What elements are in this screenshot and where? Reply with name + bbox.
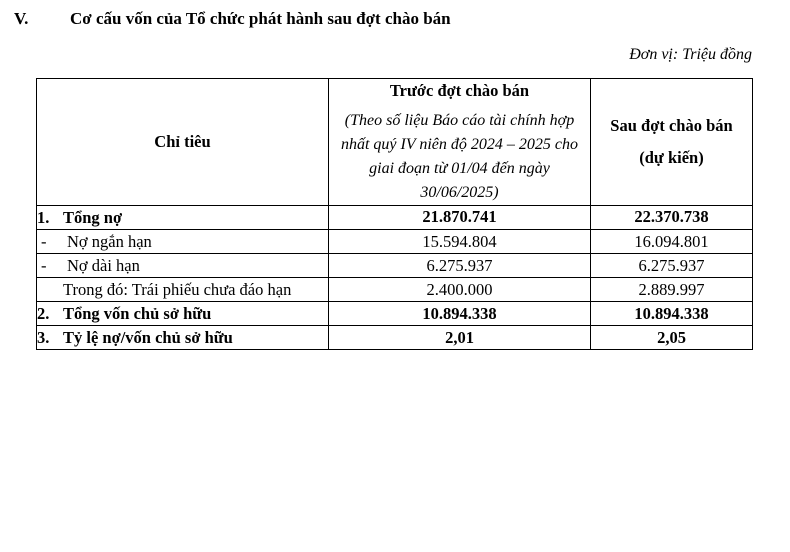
row-label-cell [37,205,329,229]
section-heading [14,8,770,29]
header-after-main: Sau đợt chào bán [610,116,733,136]
unit-note [629,46,752,64]
row-value-after: 2.889.997 [591,278,753,302]
row-label-cell [37,278,329,302]
row-value-before: 21.870.741 [329,205,591,229]
row-value-before: 10.894.338 [329,302,591,326]
row-label-text: Nợ ngắn hạn [67,232,152,252]
row-marker: - [41,232,47,252]
header-before-main: Trước đợt chào bán [389,81,530,100]
table-row [37,254,753,278]
row-label-text: Nợ dài hạn [67,256,140,276]
header-cell-indicator: Chỉ tiêu [37,79,329,206]
row-label-cell [37,254,329,278]
row-value-before: 6.275.937 [329,254,591,278]
header-before-sub: (Theo số liệu Báo cáo tài chính hợp nhất quý IV niên độ 2024 – 2025 cho giai đoạn từ 01/04 đến ngày 30/06/2025) [340,111,578,201]
table-row [37,302,753,326]
section-number: V. [14,9,29,28]
row-value-before: 15.594.804 [329,230,591,254]
row-value-after: 10.894.338 [591,302,753,326]
header-cell-after-offering [591,79,753,206]
row-label-text: Tỷ lệ nợ/vốn chủ sở hữu [63,328,233,348]
unit-note-text: Đơn vị: Triệu đồng [629,46,752,63]
table-row [37,205,753,229]
row-value-after: 2,05 [591,326,753,350]
table-row [37,278,753,302]
section-title: Cơ cấu vốn của Tổ chức phát hành sau đợt chào bán [70,9,451,28]
row-label-cell [37,302,329,326]
capital-structure-table [36,78,753,350]
row-marker: 1. [37,207,50,227]
header-after-sub: (dự kiến) [639,147,704,167]
table-header-row [37,79,753,206]
row-label-text: Tổng nợ [63,207,123,227]
row-label-text: Tổng vốn chủ sở hữu [63,304,212,324]
row-label-cell [37,230,329,254]
row-value-before: 2,01 [329,326,591,350]
row-value-after: 16.094.801 [591,230,753,254]
row-marker: 2. [37,304,50,324]
row-label-cell [37,326,329,350]
row-label-text: Trong đó: Trái phiếu chưa đáo hạn [63,280,292,300]
row-marker: 3. [37,328,50,348]
row-value-after: 22.370.738 [591,205,753,229]
table-row [37,230,753,254]
row-value-before: 2.400.000 [329,278,591,302]
row-marker: - [41,256,47,276]
row-value-after: 6.275.937 [591,254,753,278]
table-row [37,326,753,350]
header-cell-before-offering [329,79,591,206]
